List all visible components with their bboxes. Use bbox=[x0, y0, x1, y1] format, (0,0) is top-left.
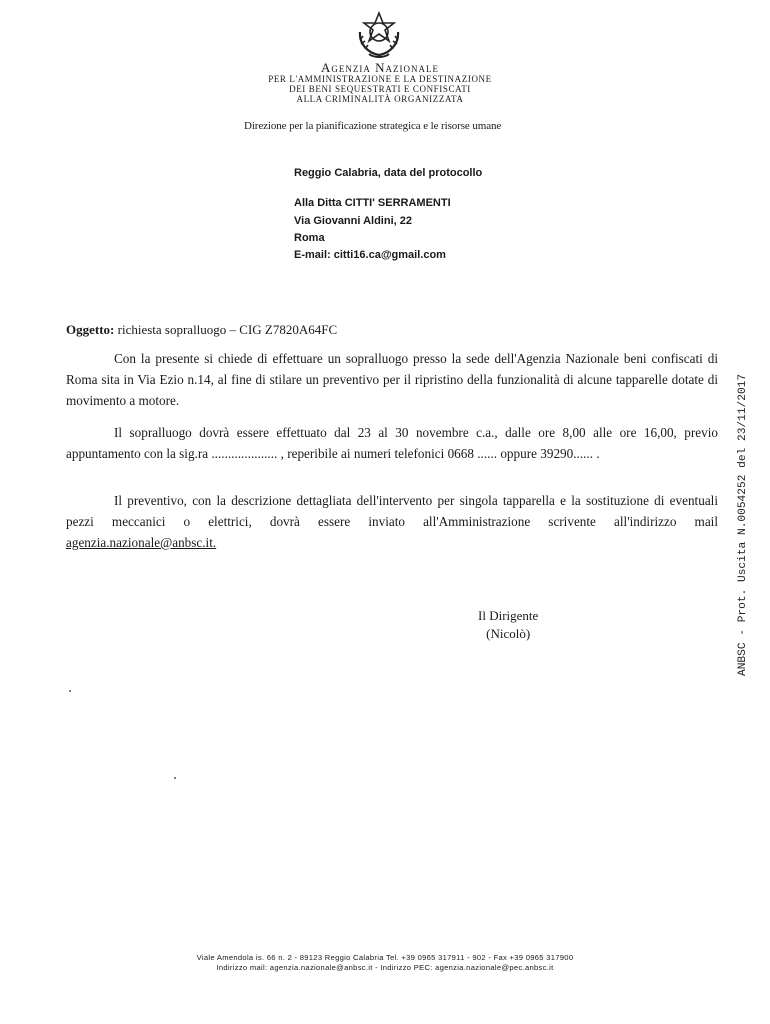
letter-footer bbox=[0, 953, 770, 973]
recipient-street: Via Giovanni Aldini, 22 bbox=[294, 215, 412, 227]
agency-email-link[interactable]: agenzia.nazionale@anbsc.it. bbox=[66, 535, 217, 550]
place-date: Reggio Calabria, data del protocollo bbox=[294, 167, 483, 179]
agency-subline-2: DEI BENI SEQUESTRATI E CONFISCATI bbox=[289, 84, 471, 94]
agency-header bbox=[190, 60, 570, 104]
agency-name: Agenzia Nazionale bbox=[320, 60, 439, 75]
subject-line bbox=[66, 322, 337, 338]
body-paragraph-3-text: Il preventivo, con la descrizione dettagliata dell'intervento per singola tapparella e la sostituzione di eventuali pezzi meccanici o elettrici, dovrà essere inviato all'Amministrazione scrivente all'indirizzo mail bbox=[66, 493, 718, 529]
scan-speck bbox=[174, 777, 176, 779]
footer-contacts: Indirizzo mail: agenzia.nazionale@anbsc.it - Indirizzo PEC: agenzia.nazionale@pec.anbsc.it bbox=[216, 963, 554, 972]
recipient-name: Alla Ditta CITTI' SERRAMENTI bbox=[294, 197, 451, 209]
agency-subline-1: PER L'AMMINISTRAZIONE E LA DESTINAZIONE bbox=[268, 74, 492, 84]
republic-emblem-icon bbox=[354, 10, 404, 60]
signature-block bbox=[478, 607, 538, 643]
footer-address: Viale Amendola is. 66 n. 2 - 89123 Reggio Calabria Tel. +39 0965 317911 - 902 - Fax +39 0965 317900 bbox=[196, 953, 574, 962]
subject-text: richiesta sopralluogo – CIG Z7820A64FC bbox=[114, 322, 338, 337]
recipient-city: Roma bbox=[294, 232, 325, 244]
subject-label: Oggetto: bbox=[66, 322, 115, 337]
body-paragraph-1: Con la presente si chiede di effettuare un sopralluogo presso la sede dell'Agenzia Nazionale beni confiscati di Roma sita in Via Ezio n.14, al fine di stilare un preventivo per il ripristino della funzionalità di alcune tapparelle dotate di movimento a motore. bbox=[66, 351, 718, 408]
agency-subline-3: ALLA CRIMINALITÀ ORGANIZZATA bbox=[296, 94, 464, 104]
signature-title: Il Dirigente bbox=[478, 608, 539, 623]
body-paragraph-2: Il sopralluogo dovrà essere effettuato dal 23 al 30 novembre c.a., dalle ore 8,00 alle ore 16,00, previo appuntamento con la sig.ra .................... , reperibile ai numeri telefonici 0668 ...... oppure 39290...... . bbox=[66, 425, 718, 461]
direzione-line: Direzione per la pianificazione strategica e le risorse umane bbox=[244, 120, 502, 132]
body-paragraph-3 bbox=[66, 490, 718, 553]
protocol-stamp bbox=[727, 346, 755, 676]
recipient-email: E-mail: citti16.ca@gmail.com bbox=[294, 249, 446, 261]
scan-speck bbox=[69, 690, 71, 692]
protocol-stamp-text: ANBSC - Prot. Uscita N.0054252 del 23/11/2017 bbox=[737, 373, 749, 676]
signature-name: (Nicolò) bbox=[486, 626, 531, 641]
